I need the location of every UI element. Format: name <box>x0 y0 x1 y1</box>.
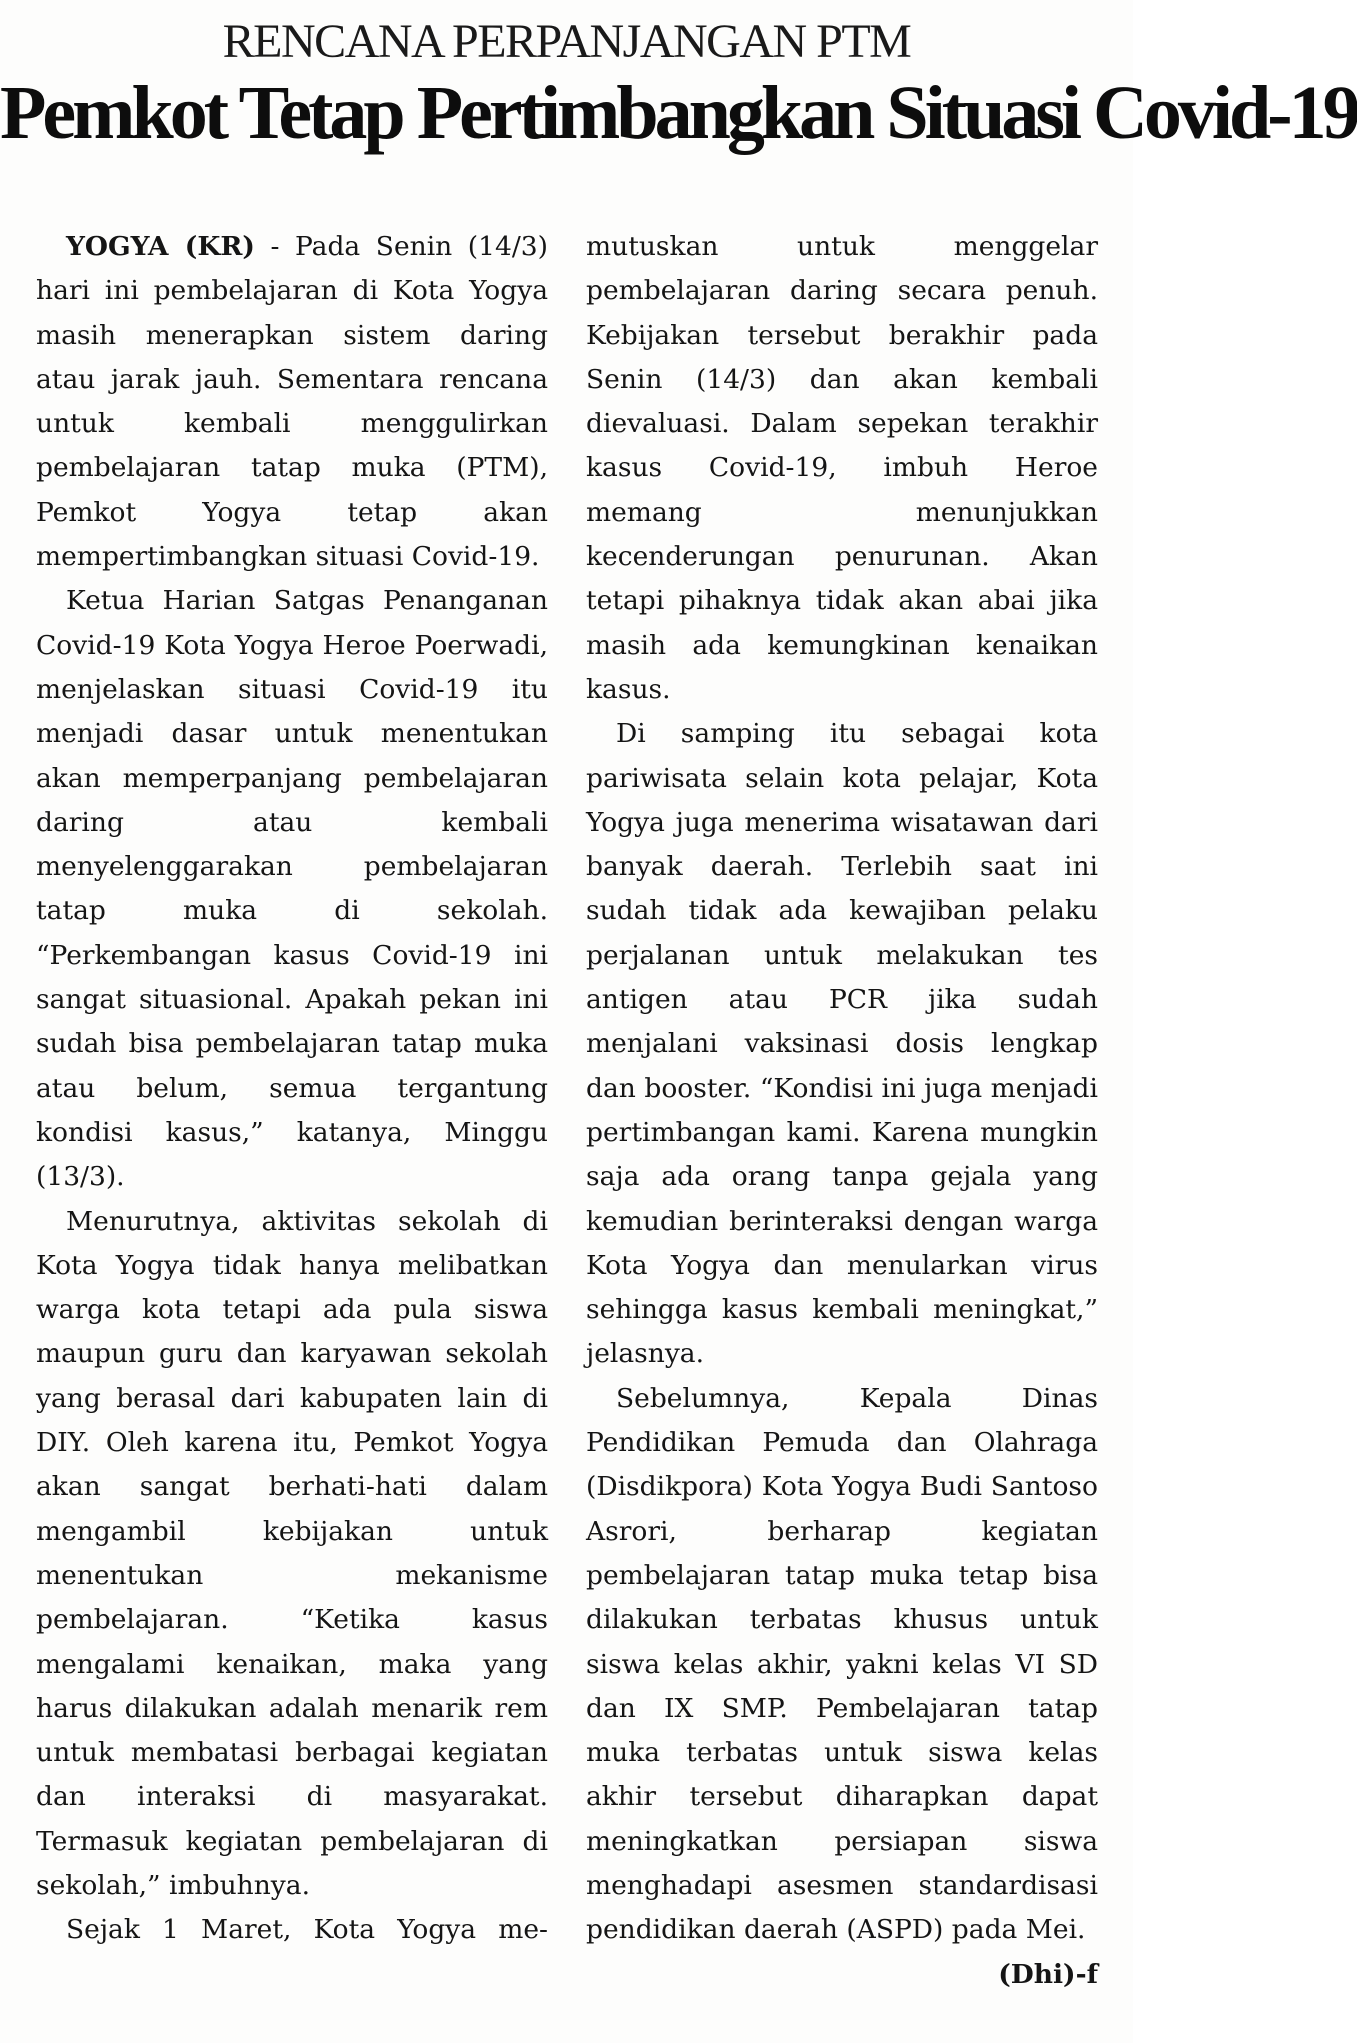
byline: (Dhi)-f <box>998 1958 1098 1990</box>
article-body <box>36 225 1098 1997</box>
paragraph-disdikpora <box>586 1377 1098 1990</box>
paragraph-menurutnya: Menurutnya, aktivitas sekolah di Kota Yogya tidak hanya melibatkan warga kota tetapi ada pula siswa maupun guru dan karyawan sekolah yang berasal dari kabupaten lain di DIY. Oleh karena itu, Pemkot Yogya akan sangat berhati-hati dalam mengambil kebijakan untuk menentukan mekanisme pembelajaran. “Ketika kasus mengalami kenaikan, maka yang harus dilakukan adalah menarik rem untuk membatasi berbagai kegiatan dan interaksi di masyarakat. Termasuk kegiatan pembelajaran di sekolah,” imbuhnya. <box>36 1205 548 1901</box>
paragraph-sejak-part1: Sejak 1 Maret, Kota Yogya me- <box>66 1914 548 1946</box>
paragraph-sejak-part2: mutuskan untuk menggelar pembelajaran daring secara penuh. Kebijakan tersebut berakhir pada Senin (14/3) dan akan kembali dievaluasi. Dalam sepekan terakhir kasus Covid-19, imbuh Heroe memang menunjukkan kecenderungan penurunan. Akan tetapi pihaknya tidak akan abai jika masih ada kemungkinan kenaikan kasus. <box>586 231 1098 705</box>
lead-text: - Pada Senin (14/3) hari ini pembelajaran di Kota Yogya masih menerapkan sistem daring atau jarak jauh. Sementara rencana untuk kembali menggulirkan pembelajaran tatap muka (PTM), Pemkot Yogya tetap akan mempertimbangkan situasi Covid-19. <box>36 231 548 573</box>
article-headline: Pemkot Tetap Pertimbangkan Situasi Covid-19 <box>0 71 1357 155</box>
paragraph-pariwisata: Di samping itu sebagai kota pariwisata selain kota pelajar, Kota Yogya juga menerima wisatawan dari banyak daerah. Terlebih saat ini sudah tidak ada kewajiban pelaku perjalanan untuk melakukan tes antigen atau PCR jika sudah menjalani vaksinasi dosis lengkap dan booster. “Kondisi ini juga menjadi pertimbangan kami. Karena mungkin saja ada orang tanpa gejala yang kemudian berinteraksi dengan warga Kota Yogya dan menularkan virus sehingga kasus kembali meningkat,” jelasnya. <box>586 718 1098 1370</box>
column-right <box>586 225 1098 1997</box>
paragraph-heroe: Ketua Harian Satgas Penanganan Covid-19 Kota Yogya Heroe Poerwadi, menjelaskan situasi Covid-19 itu menjadi dasar untuk menentukan akan memperpanjang pembelajaran daring atau kembali menyelenggarakan pembelajaran tatap muka di sekolah. “Perkembangan kasus Covid-19 ini sangat situasional. Apakah pekan ini sudah bisa pembelajaran tatap muka atau belum, semua tergantung kondisi kasus,” katanya, Minggu (13/3). <box>36 585 548 1193</box>
article-kicker: RENCANA PERPANJANGAN PTM <box>222 15 911 68</box>
lead-paragraph <box>36 225 548 579</box>
paragraph-disdikpora-text: Sebelumnya, Kepala Dinas Pendidikan Pemuda dan Olahraga (Disdikpora) Kota Yogya Budi Santoso Asrori, berharap kegiatan pembelajaran tatap muka tetap bisa dilakukan terbatas khusus untuk siswa kelas akhir, yakni kelas VI SD dan IX SMP. Pembelajaran tatap muka terbatas untuk siswa kelas akhir tersebut diharapkan dapat meningkatkan persiapan siswa menghadapi asesmen standardisasi pendidikan daerah (ASPD) pada Mei. <box>586 1382 1098 1946</box>
dateline: YOGYA (KR) <box>66 231 255 262</box>
column-left <box>36 225 548 1997</box>
